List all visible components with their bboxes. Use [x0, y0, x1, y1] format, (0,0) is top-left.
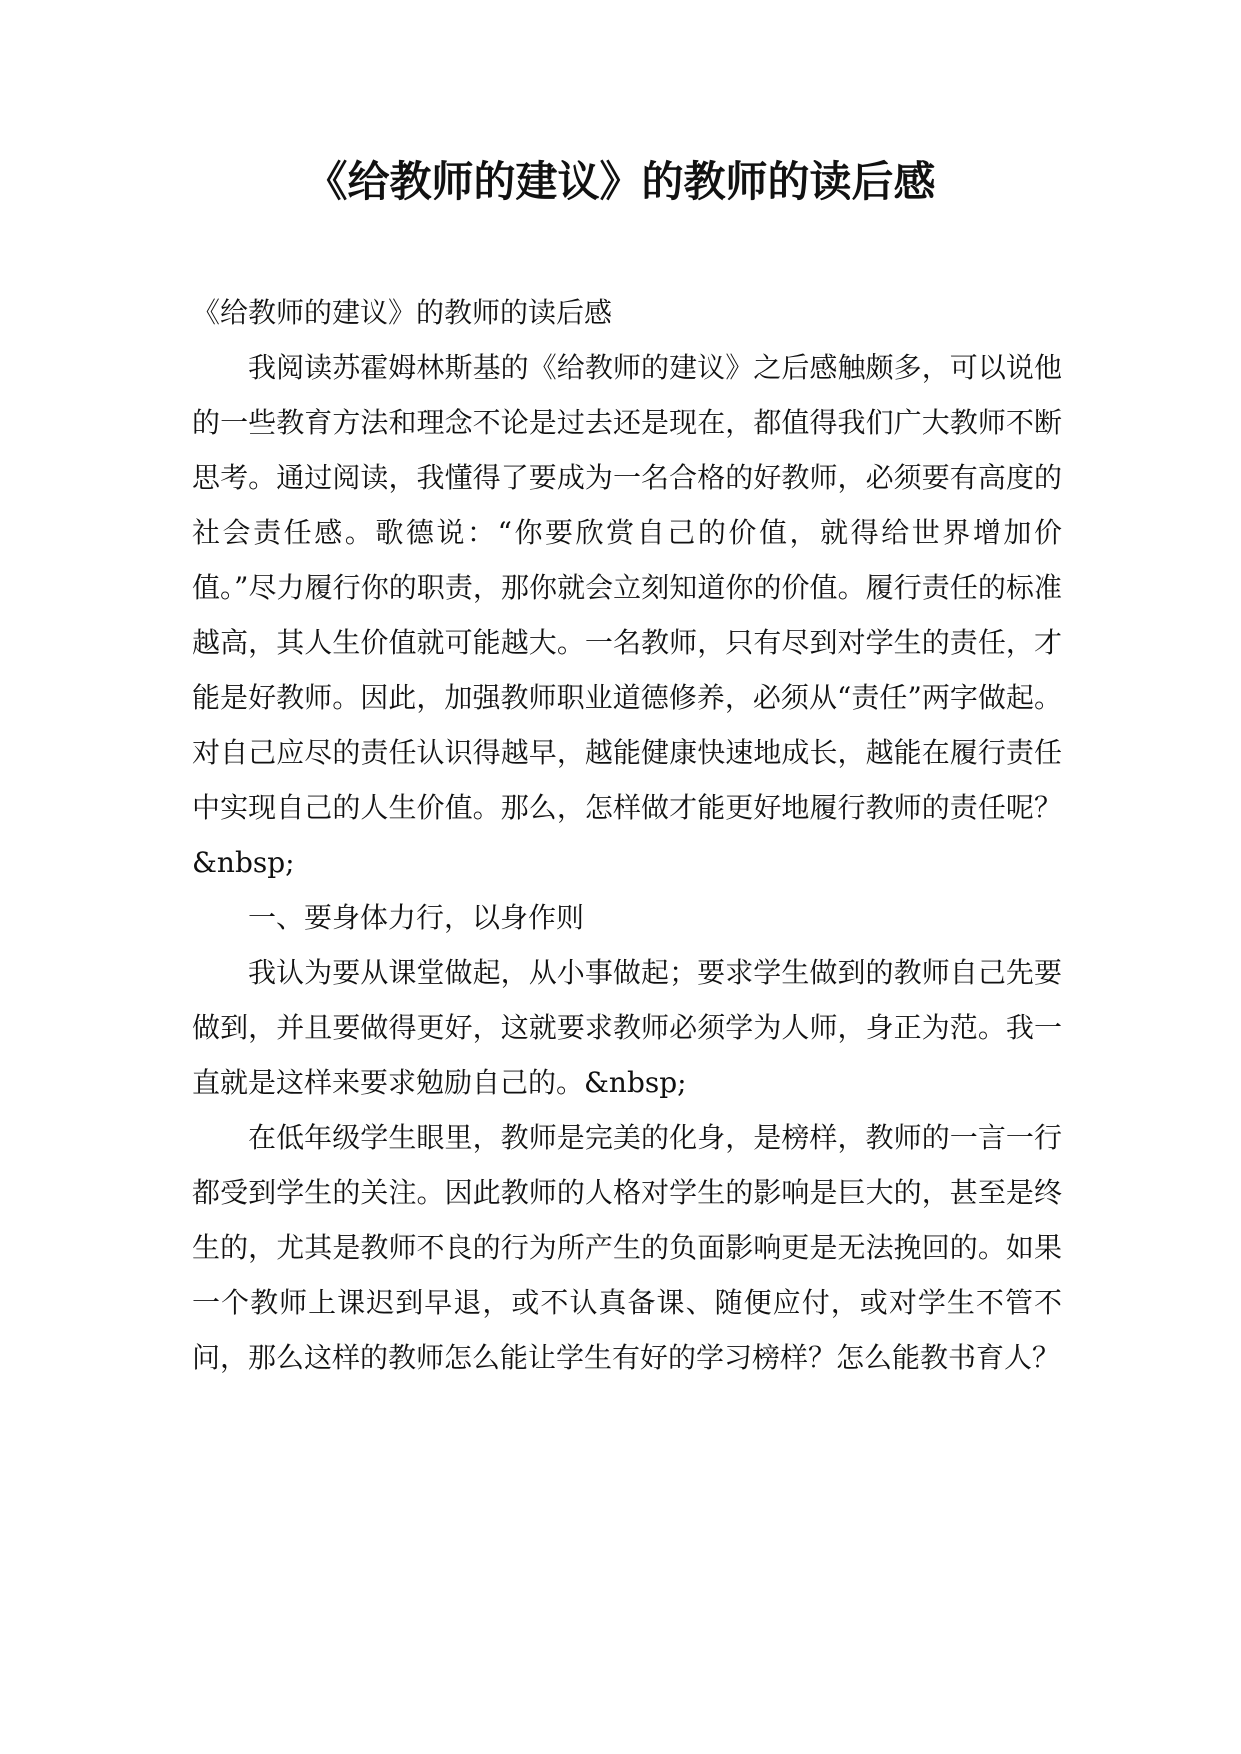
- document-body: [192, 285, 1062, 1385]
- paragraph-lead-by-example: 我认为要从课堂做起，从小事做起；要求学生做到的教师自己先要做到，并且要做得更好，这就要求教师必须学为人师，身正为范。我一直就是这样来要求勉励自己的。&nbsp;: [192, 956, 1062, 1099]
- paragraph-intro: 我阅读苏霍姆林斯基的《给教师的建议》之后感触颇多，可以说他的一些教育方法和理念不论是过去还是现在，都值得我们广大教师不断思考。通过阅读，我懂得了要成为一名合格的好教师，必须要有高度的社会责任感。歌德说：“你要欣赏自己的价值，就得给世界增加价值。”尽力履行你的职责，那你就会立刻知道你的价值。履行责任的标准越高，其人生价值就可能越大。一名教师，只有尽到对学生的责任，才能是好教师。因此，加强教师职业道德修养，必须从“责任”两字做起。对自己应尽的责任认识得越早，越能健康快速地成长，越能在履行责任中实现自己的人生价值。那么，怎样做才能更好地履行教师的责任呢？&nbsp;: [192, 351, 1062, 879]
- paragraph-subtitle: 《给教师的建议》的教师的读后感: [192, 296, 613, 329]
- document-title: 《给教师的建议》的教师的读后感: [305, 157, 936, 206]
- paragraph-role-model: 在低年级学生眼里，教师是完美的化身，是榜样，教师的一言一行都受到学生的关注。因此教师的人格对学生的影响是巨大的，甚至是终生的，尤其是教师不良的行为所产生的负面影响更是无法挽回的。如果一个教师上课迟到早退，或不认真备课、随便应付，或对学生不管不问，那么这样的教师怎么能让学生有好的学习榜样？怎么能教书育人？: [192, 1121, 1062, 1374]
- section-heading: 一、要身体力行，以身作则: [248, 901, 585, 934]
